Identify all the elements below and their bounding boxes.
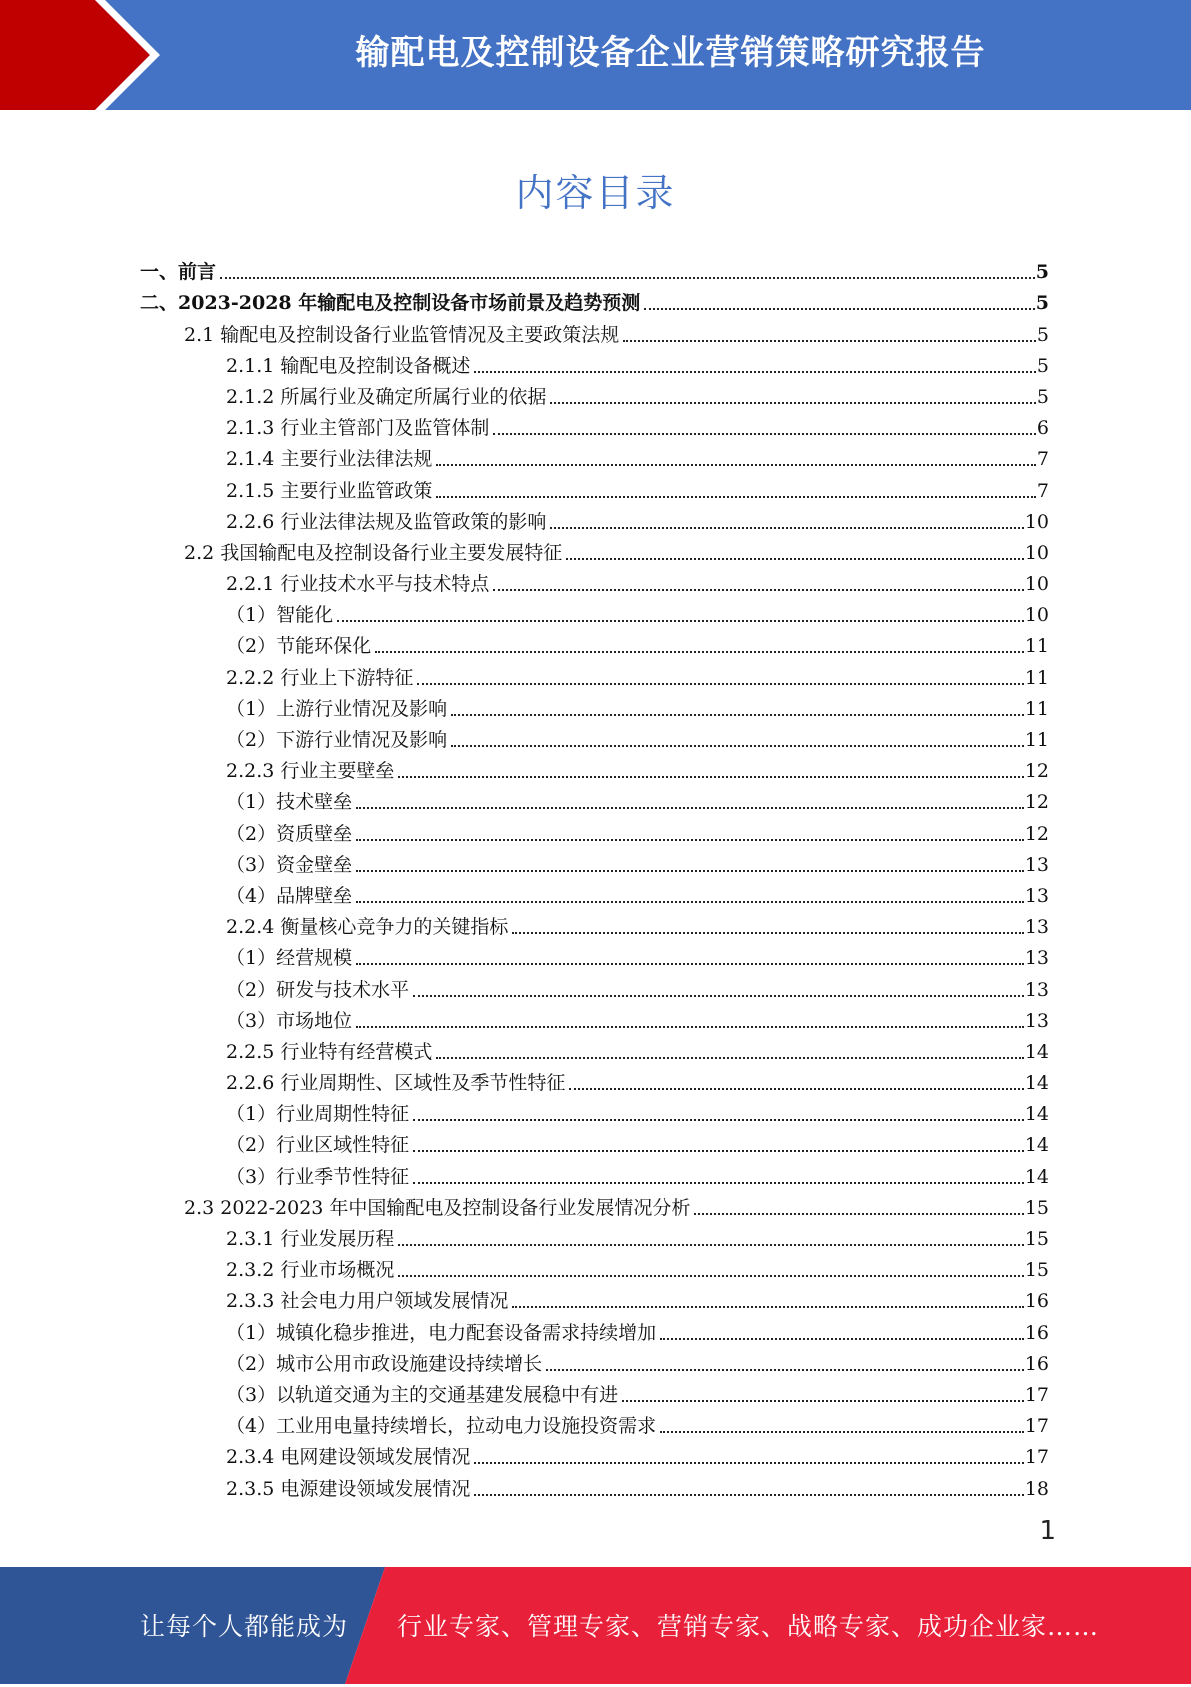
toc-entry-page: 7: [1036, 479, 1049, 502]
toc-dot-leader: [356, 807, 1024, 809]
toc-entry-title: 2.3.2 行业市场概况: [226, 1259, 395, 1282]
toc-dot-leader: [474, 1462, 1023, 1464]
toc-entry-page: 15: [1024, 1228, 1049, 1250]
footer-slogan-left: 让每个人都能成为: [140, 1612, 349, 1641]
toc-entry[interactable]: [140, 1251, 1049, 1282]
toc-dot-leader: [569, 1088, 1023, 1090]
toc-entry-page: 11: [1024, 697, 1049, 720]
toc-entry-title: （3）市场地位: [226, 1009, 353, 1032]
toc-entry[interactable]: [140, 690, 1049, 721]
toc-entry-page: 16: [1024, 1352, 1049, 1375]
toc-dot-leader: [493, 433, 1036, 435]
toc-entry-title: 2.3 2022-2023 年中国输配电及控制设备行业发展情况分析: [184, 1196, 691, 1219]
toc-dot-leader: [356, 870, 1024, 872]
toc-entry[interactable]: [140, 752, 1049, 783]
toc-dot-leader: [660, 1431, 1024, 1433]
toc-entry-title: （1）上游行业情况及影响: [226, 697, 448, 720]
toc-entry[interactable]: [140, 721, 1049, 752]
toc-entry[interactable]: [140, 1407, 1049, 1438]
toc-entry-title: （2）城市公用市政设施建设持续增长: [226, 1352, 543, 1375]
toc-entry[interactable]: [140, 1376, 1049, 1407]
toc-heading: 内容目录: [515, 171, 676, 215]
toc-entry-page: 16: [1024, 1290, 1049, 1313]
toc-entry-page: 5: [1036, 385, 1049, 408]
toc-entry-title: （1）经营规模: [226, 947, 353, 970]
toc-dot-leader: [550, 402, 1036, 404]
toc-entry-title: （3）以轨道交通为主的交通基建发展稳中有进: [226, 1383, 619, 1406]
toc-entry-page: 11: [1024, 729, 1049, 751]
toc-entry-title: 2.1.1 输配电及控制设备概述: [226, 354, 471, 377]
toc-entry-page: 14: [1024, 1134, 1049, 1157]
toc-entry-title: （1）行业周期性特征: [226, 1103, 410, 1126]
toc-entry-page: 7: [1036, 448, 1049, 471]
toc-dot-leader: [660, 1338, 1024, 1340]
toc-dot-leader: [398, 1244, 1023, 1246]
report-header-band: [0, 0, 1191, 110]
toc-dot-leader: [356, 963, 1024, 965]
toc-entry-title: （2）研发与技术水平: [226, 978, 410, 1001]
toc-entry[interactable]: [140, 658, 1049, 689]
toc-entry[interactable]: [140, 1157, 1049, 1188]
toc-entry[interactable]: [140, 1220, 1049, 1251]
toc-dot-leader: [417, 683, 1023, 685]
toc-entry[interactable]: [140, 1313, 1049, 1344]
toc-entry-page: 13: [1024, 1009, 1049, 1032]
toc-entry-title: （2）节能环保化: [226, 635, 372, 658]
toc-entry-title: 2.1.3 行业主管部门及监管体制: [226, 417, 490, 440]
toc-entry-title: 2.3.3 社会电力用户领域发展情况: [226, 1290, 509, 1313]
toc-dot-leader: [398, 1275, 1023, 1277]
toc-dot-leader: [546, 1369, 1024, 1371]
toc-entry-page: 13: [1024, 884, 1049, 907]
toc-entry[interactable]: [140, 440, 1049, 471]
toc-entry-title: （1）城镇化稳步推进，电力配套设备需求持续增加: [226, 1321, 657, 1344]
toc-entry-page: 14: [1024, 1040, 1049, 1063]
toc-entry-page: 11: [1024, 666, 1049, 689]
toc-dot-leader: [451, 745, 1024, 747]
toc-entry-title: （1）技术壁垒: [226, 791, 353, 814]
toc-entry[interactable]: [140, 1345, 1049, 1376]
toc-entry-title: 2.2.3 行业主要壁垒: [226, 760, 395, 783]
toc-entry[interactable]: [140, 1282, 1049, 1313]
toc-entry[interactable]: [140, 284, 1049, 315]
toc-entry[interactable]: [140, 378, 1049, 409]
toc-entry-title: （3）行业季节性特征: [226, 1165, 410, 1188]
toc-dot-leader: [356, 1026, 1024, 1028]
toc-dot-leader: [413, 1182, 1024, 1184]
toc-entry[interactable]: [140, 939, 1049, 970]
toc-dot-leader: [512, 932, 1023, 934]
toc-entry-page: 14: [1024, 1103, 1049, 1126]
toc-entry[interactable]: [140, 814, 1049, 845]
toc-entry-page: 17: [1024, 1383, 1049, 1406]
toc-entry-title: （3）资金壁垒: [226, 853, 353, 876]
toc-entry-title: （4）品牌壁垒: [226, 884, 353, 907]
toc-dot-leader: [356, 901, 1024, 903]
toc-entry[interactable]: [140, 1002, 1049, 1033]
toc-dot-leader: [413, 1119, 1024, 1121]
footer-slogan-right: 行业专家、管理专家、营销专家、战略专家、成功企业家……: [397, 1612, 1100, 1641]
toc-entry-page: 18: [1024, 1477, 1049, 1500]
toc-entry-page: 5: [1035, 292, 1049, 315]
report-title: 输配电及控制设备企业营销策略研究报告: [355, 33, 986, 73]
toc-entry-title: 2.2.2 行业上下游特征: [226, 666, 414, 689]
toc-dot-leader: [413, 995, 1024, 997]
toc-entry[interactable]: [140, 783, 1049, 814]
toc-entry[interactable]: [140, 1033, 1049, 1064]
toc-dot-leader: [474, 1494, 1023, 1496]
toc-dot-leader: [436, 464, 1036, 466]
toc-entry[interactable]: [140, 315, 1049, 346]
toc-dot-leader: [566, 558, 1024, 560]
toc-entry-title: 2.1.4 主要行业法律法规: [226, 448, 433, 471]
toc-entry-title: 2.2.1 行业技术水平与技术特点: [226, 573, 490, 596]
toc-entry-page: 10: [1024, 573, 1049, 596]
toc-entry-title: （4）工业用电量持续增长，拉动电力设施投资需求: [226, 1415, 657, 1438]
toc-entry-page: 17: [1024, 1415, 1049, 1438]
toc-dot-leader: [623, 340, 1036, 342]
toc-entry-title: 2.2.5 行业特有经营模式: [226, 1040, 433, 1063]
toc-entry[interactable]: [140, 846, 1049, 877]
toc-entry-page: 12: [1024, 760, 1049, 783]
toc-entry-page: 17: [1024, 1446, 1049, 1469]
toc-entry-page: 13: [1024, 916, 1049, 939]
header-chevron-icon: [0, 0, 160, 110]
toc-entry-title: 2.2.6 行业法律法规及监管政策的影响: [226, 510, 547, 533]
toc-entry-title: 二、2023-2028 年输配电及控制设备市场前景及趋势预测: [140, 292, 641, 315]
toc-entry[interactable]: [140, 503, 1049, 534]
toc-dot-leader: [398, 776, 1023, 778]
toc-entry-title: 2.2.4 衡量核心竞争力的关键指标: [226, 916, 509, 939]
toc-entry-title: （2）行业区域性特征: [226, 1134, 410, 1157]
toc-entry-page: 13: [1024, 853, 1049, 876]
toc-entry-title: 2.1.5 主要行业监管政策: [226, 479, 433, 502]
toc-entry[interactable]: [140, 596, 1049, 627]
toc-entry[interactable]: [140, 1126, 1049, 1157]
toc-dot-leader: [375, 651, 1024, 653]
toc-entry-page: 13: [1024, 947, 1049, 970]
toc-entry-title: 2.3.5 电源建设领域发展情况: [226, 1477, 471, 1500]
toc-entry[interactable]: [140, 565, 1049, 596]
toc-dot-leader: [436, 1057, 1023, 1059]
toc-entry-title: （2）下游行业情况及影响: [226, 729, 448, 751]
toc-entry-page: 15: [1024, 1196, 1049, 1219]
toc-entry-page: 10: [1024, 510, 1049, 533]
toc-entry[interactable]: [140, 1469, 1049, 1500]
toc-entry-title: 2.1 输配电及控制设备行业监管情况及主要政策法规: [184, 323, 620, 346]
toc-dot-leader: [436, 496, 1036, 498]
toc-dot-leader: [451, 714, 1024, 716]
toc-entry-page: 14: [1024, 1165, 1049, 1188]
page-number: 1: [1039, 1516, 1056, 1546]
toc-entry-page: 5: [1035, 261, 1049, 284]
toc-entry[interactable]: [140, 1064, 1049, 1095]
toc-dot-leader: [493, 589, 1023, 591]
toc-dot-leader: [512, 1306, 1023, 1308]
toc-entry-page: 6: [1036, 417, 1049, 440]
toc-dot-leader: [694, 1213, 1023, 1215]
toc-dot-leader: [550, 527, 1023, 529]
toc-dot-leader: [644, 308, 1035, 310]
toc-entry[interactable]: [140, 1095, 1049, 1126]
toc-entry-page: 13: [1024, 978, 1049, 1001]
toc-dot-leader: [337, 620, 1024, 622]
toc-entry[interactable]: [140, 970, 1049, 1001]
toc-entry[interactable]: [140, 1438, 1049, 1469]
toc-entry-title: 一、前言: [140, 261, 217, 284]
toc-entry-page: 5: [1036, 323, 1049, 346]
toc-entry-title: 2.3.1 行业发展历程: [226, 1228, 395, 1250]
toc-entry-page: 12: [1024, 822, 1049, 845]
toc-dot-leader: [356, 839, 1024, 841]
toc-entry-page: 14: [1024, 1072, 1049, 1095]
toc-entry-page: 10: [1024, 604, 1049, 627]
toc-entry[interactable]: [140, 347, 1049, 378]
toc-entry-title: 2.1.2 所属行业及确定所属行业的依据: [226, 385, 547, 408]
toc-entry[interactable]: [140, 534, 1049, 565]
toc-entry-title: （1）智能化: [226, 604, 334, 627]
toc-entry[interactable]: [140, 409, 1049, 440]
toc-entry-title: 2.3.4 电网建设领域发展情况: [226, 1446, 471, 1469]
toc-entry-title: 2.2 我国输配电及控制设备行业主要发展特征: [184, 541, 563, 564]
toc-dot-leader: [474, 371, 1036, 373]
toc-entry-page: 15: [1024, 1259, 1049, 1282]
toc-entry[interactable]: [140, 877, 1049, 908]
toc-dot-leader: [622, 1400, 1024, 1402]
toc-entry-page: 12: [1024, 791, 1049, 814]
toc-entry-page: 11: [1024, 635, 1049, 658]
toc-entry-page: 16: [1024, 1321, 1049, 1344]
toc-entry[interactable]: [140, 471, 1049, 502]
table-of-contents: [140, 253, 1049, 1501]
toc-entry[interactable]: [140, 253, 1049, 284]
toc-entry-title: （2）资质壁垒: [226, 822, 353, 845]
toc-entry-page: 10: [1024, 541, 1049, 564]
footer-band: [0, 1567, 1191, 1684]
toc-entry[interactable]: [140, 1189, 1049, 1220]
toc-entry[interactable]: [140, 627, 1049, 658]
toc-dot-leader: [220, 277, 1035, 279]
toc-entry[interactable]: [140, 908, 1049, 939]
toc-entry-title: 2.2.6 行业周期性、区域性及季节性特征: [226, 1072, 566, 1095]
toc-entry-page: 5: [1036, 354, 1049, 377]
toc-dot-leader: [413, 1150, 1024, 1152]
